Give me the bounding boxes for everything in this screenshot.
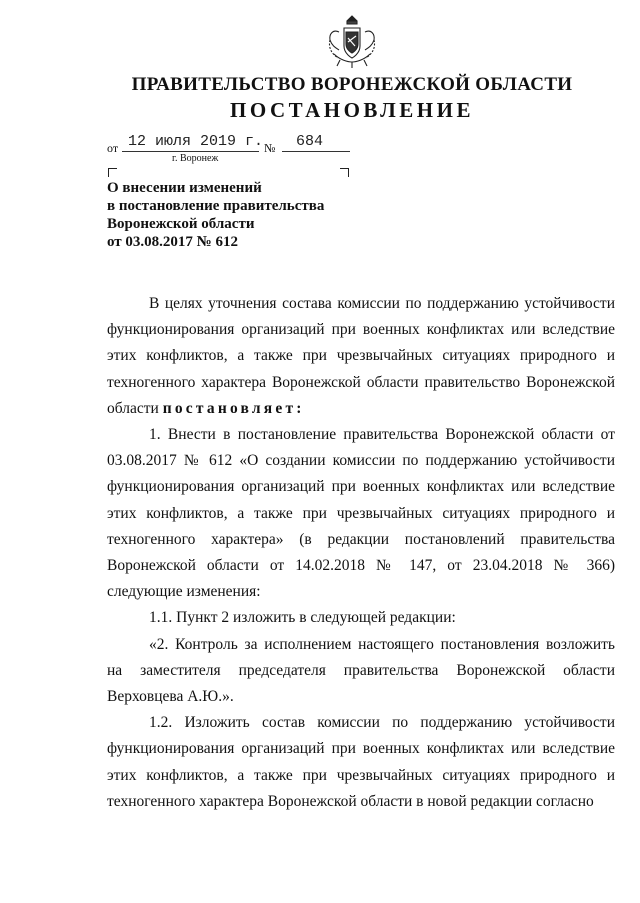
document-subject bbox=[107, 179, 427, 251]
resolution-colon: : bbox=[296, 399, 302, 417]
number-prefix: № bbox=[264, 141, 276, 155]
clause-1-2-paragraph: 1.2. Изложить состав комиссии по поддержанию устойчивости функционирования организаций при военных конфликтах или вследствие этих конфликтов, а также при чрезвычайных ситуациях природного и техногенного характера Воронежской области в новой редакции согласно bbox=[107, 714, 615, 810]
subject-line: О внесении изменений bbox=[107, 180, 262, 196]
date-prefix: от bbox=[107, 141, 119, 155]
clause-1-paragraph: 1. Внести в постановление правительства Воронежской области от 03.08.2017 № 612 «О создании комиссии по поддержанию устойчивости функционирования организаций при военных конфликтах или вследствие этих конфликтов, а также при чрезвычайных ситуациях природного и техногенного характера» (в редакции постановлений правительства Воронежской области от 14.02.2018 № 147, от 23.04.2018 № 366) следующие изменения: bbox=[107, 426, 615, 601]
clause-1-1-paragraph: 1.1. Пункт 2 изложить в следующей редакции: bbox=[149, 609, 456, 627]
number-underline bbox=[282, 151, 350, 152]
subject-line: в постановление правительства bbox=[107, 198, 325, 214]
clause-1-1-text-paragraph: «2. Контроль за исполнением настоящего постановления возложить на заместителя председателя правительства Воронежской области Верховцева А.Ю.». bbox=[107, 635, 615, 706]
document-date: 12 июля 2019 г. bbox=[128, 133, 264, 150]
document-type-title: ПОСТАНОВЛЕНИЕ bbox=[230, 98, 474, 122]
organization-name: ПРАВИТЕЛЬСТВО ВОРОНЕЖСКОЙ ОБЛАСТИ bbox=[131, 74, 573, 95]
document-body bbox=[107, 291, 615, 815]
preamble-paragraph bbox=[107, 291, 615, 422]
corner-mark-left bbox=[108, 168, 117, 177]
date-underline bbox=[122, 151, 259, 152]
corner-mark-right bbox=[340, 168, 349, 177]
voronezh-coat-of-arms-icon bbox=[326, 12, 378, 70]
preamble-text: В целях уточнения состава комиссии по поддержанию устойчивости функционирования организаций при военных конфликтах или вследствие этих конфликтов, а также при чрезвычайных ситуациях природного и техногенного характера Воронежской области правительство Воронежской области bbox=[107, 295, 615, 417]
subject-line: от 03.08.2017 № 612 bbox=[107, 234, 238, 250]
document-number: 684 bbox=[296, 133, 324, 150]
subject-line: Воронежской области bbox=[107, 216, 255, 232]
resolution-keyword: постановляет bbox=[162, 399, 297, 417]
city-name: г. Воронеж bbox=[172, 153, 219, 164]
